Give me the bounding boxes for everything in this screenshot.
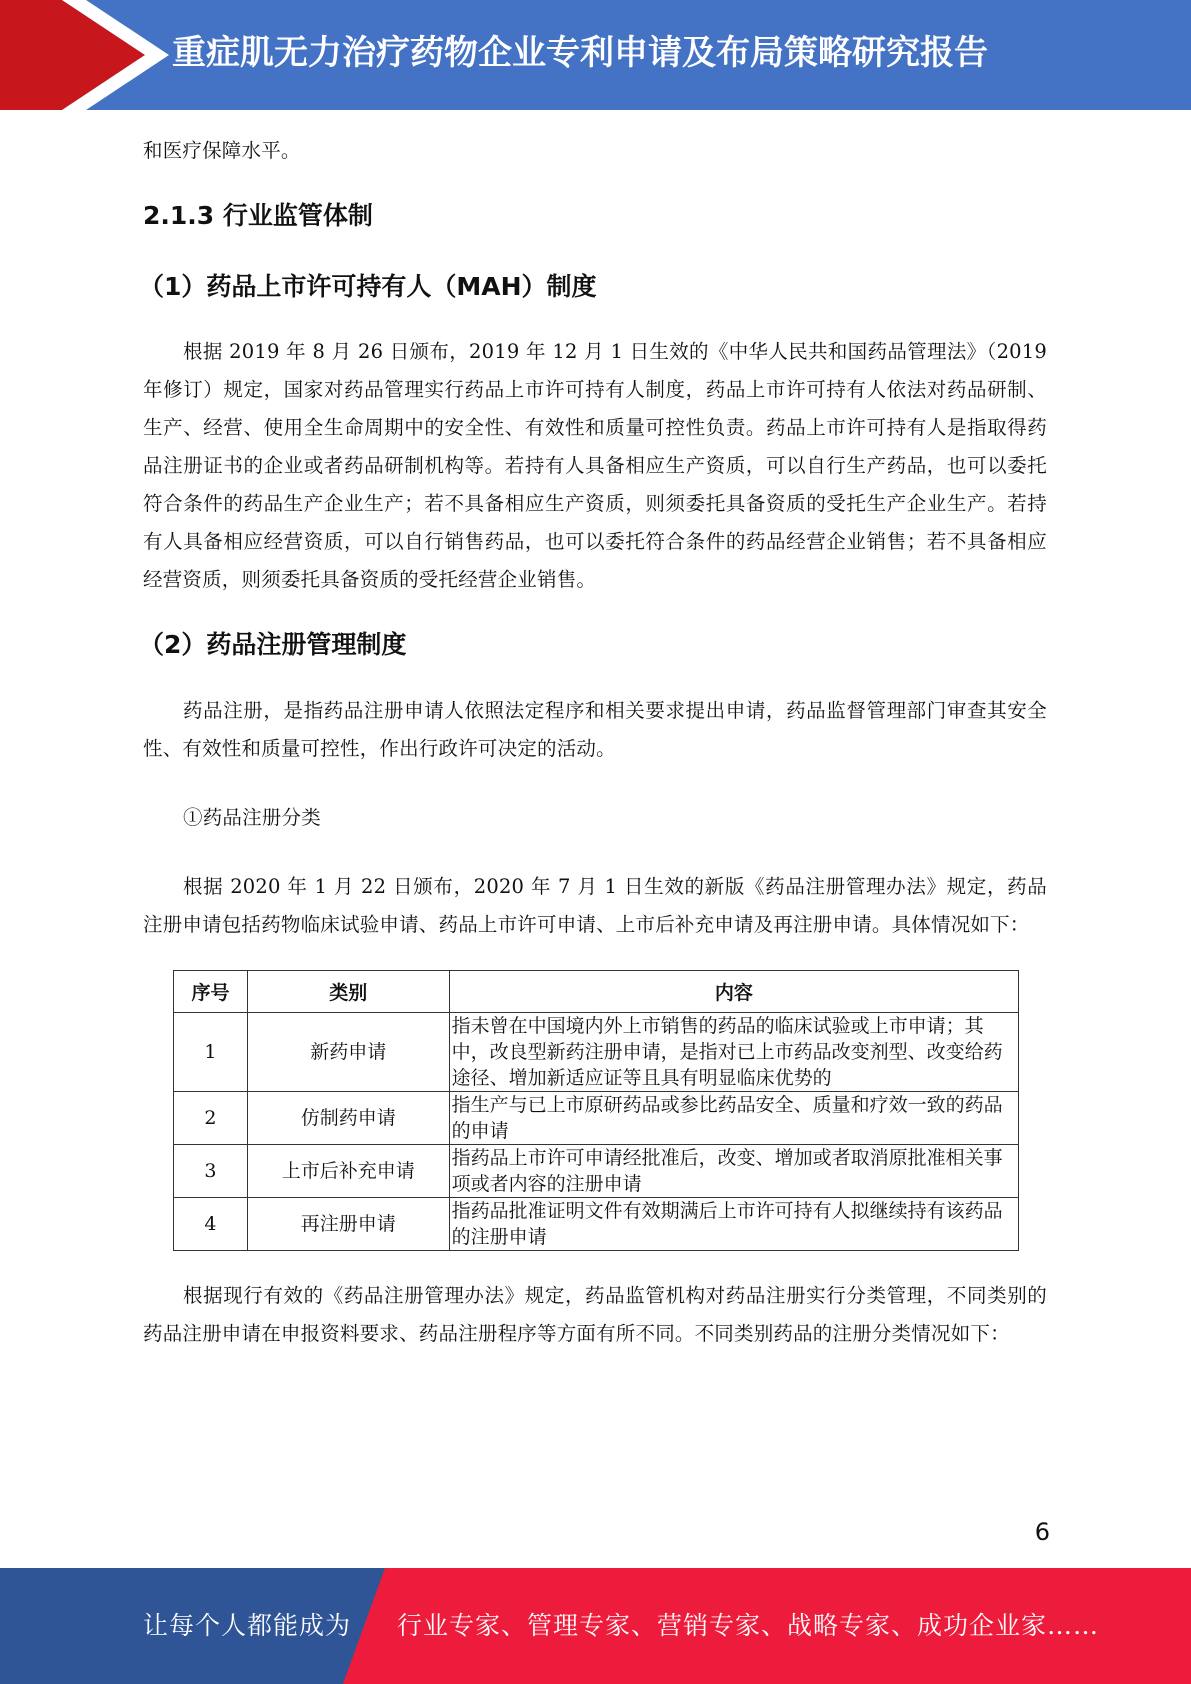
row-number-cell: 4 [174, 1198, 248, 1251]
section-heading: 2.1.3 行业监管体制 [143, 201, 373, 230]
content-cell: 指未曾在中国境内外上市销售的药品的临床试验或上市申请；其中，改良型新药注册申请，是指对已上市药品改变剂型、改变给药途径、增加新适应证等且具有明显临床优势的 [449, 1013, 1018, 1092]
table-header-cell: 序号 [174, 971, 248, 1013]
page-header [0, 0, 1191, 110]
page-footer [0, 1568, 1191, 1684]
table-row [174, 1145, 1019, 1198]
subsection-heading-registration: （2）药品注册管理制度 [139, 630, 407, 659]
registration-types-table [173, 970, 1019, 1251]
category-cell: 新药申请 [247, 1013, 449, 1092]
table-row [174, 1198, 1019, 1251]
intro-tail-text: 和医疗保障水平。 [143, 139, 301, 162]
category-cell: 上市后补充申请 [247, 1145, 449, 1198]
closing-paragraph: 根据现行有效的《药品注册管理办法》规定，药品监管机构对药品注册实行分类管理，不同类别的药品注册申请在申报资料要求、药品注册程序等方面有所不同。不同类别药品的注册分类情况如下： [143, 1284, 1047, 1345]
mah-paragraph: 根据 2019 年 8 月 26 日颁布，2019 年 12 月 1 日生效的《中华人民共和国药品管理法》（2019 年修订）规定，国家对药品管理实行药品上市许可持有人制度，药品上市许可持有人依法对药品研制、生产、经营、使用全生命周期中的安全性、有效性和质量可控性负责。药品上市许可持有人是指取得药品注册证书的企业或者药品研制机构等。若持有人具备相应生产资质，可以自行生产药品，也可以委托符合条件的药品生产企业生产；若不具备相应生产资质，则须委托具备资质的受托生产企业生产。若持有人具备相应经营资质，可以自行销售药品，也可以委托符合条件的药品经营企业销售；若不具备相应经营资质，则须委托具备资质的受托经营企业销售。 [143, 340, 1047, 591]
page-content [139, 132, 1047, 1353]
footer-slogan-left: 让每个人都能成为 [143, 1611, 352, 1640]
report-title: 重症肌无力治疗药物企业专利申请及布局策略研究报告 [172, 33, 988, 73]
classification-paragraph: 根据 2020 年 1 月 22 日颁布，2020 年 7 月 1 日生效的新版《药品注册管理办法》规定，药品注册申请包括药物临床试验申请、药品上市许可申请、上市后补充申请及再注册申请。具体情况如下： [143, 875, 1047, 936]
registration-paragraph: 药品注册，是指药品注册申请人依照法定程序和相关要求提出申请，药品监督管理部门审查其安全性、有效性和质量可控性，作出行政许可决定的活动。 [143, 699, 1047, 760]
content-cell: 指药品批准证明文件有效期满后上市许可持有人拟继续持有该药品的注册申请 [449, 1198, 1018, 1251]
category-cell: 仿制药申请 [247, 1092, 449, 1145]
table-header-cell: 类别 [247, 971, 449, 1013]
classification-label: ①药品注册分类 [183, 806, 321, 829]
page-number: 6 [1034, 1518, 1050, 1546]
table-header-row [174, 971, 1019, 1013]
row-number-cell: 1 [174, 1013, 248, 1092]
row-number-cell: 2 [174, 1092, 248, 1145]
table-row [174, 1092, 1019, 1145]
footer-slogan-right: 行业专家、管理专家、营销专家、战略专家、成功企业家…… [397, 1611, 1100, 1640]
content-cell: 指生产与已上市原研药品或参比药品安全、质量和疗效一致的药品的申请 [449, 1092, 1018, 1145]
table-header-cell: 内容 [449, 971, 1018, 1013]
content-cell: 指药品上市许可申请经批准后，改变、增加或者取消原批准相关事项或者内容的注册申请 [449, 1145, 1018, 1198]
row-number-cell: 3 [174, 1145, 248, 1198]
table-row [174, 1013, 1019, 1092]
subsection-heading-mah: （1）药品上市许可持有人（MAH）制度 [139, 272, 597, 301]
category-cell: 再注册申请 [247, 1198, 449, 1251]
